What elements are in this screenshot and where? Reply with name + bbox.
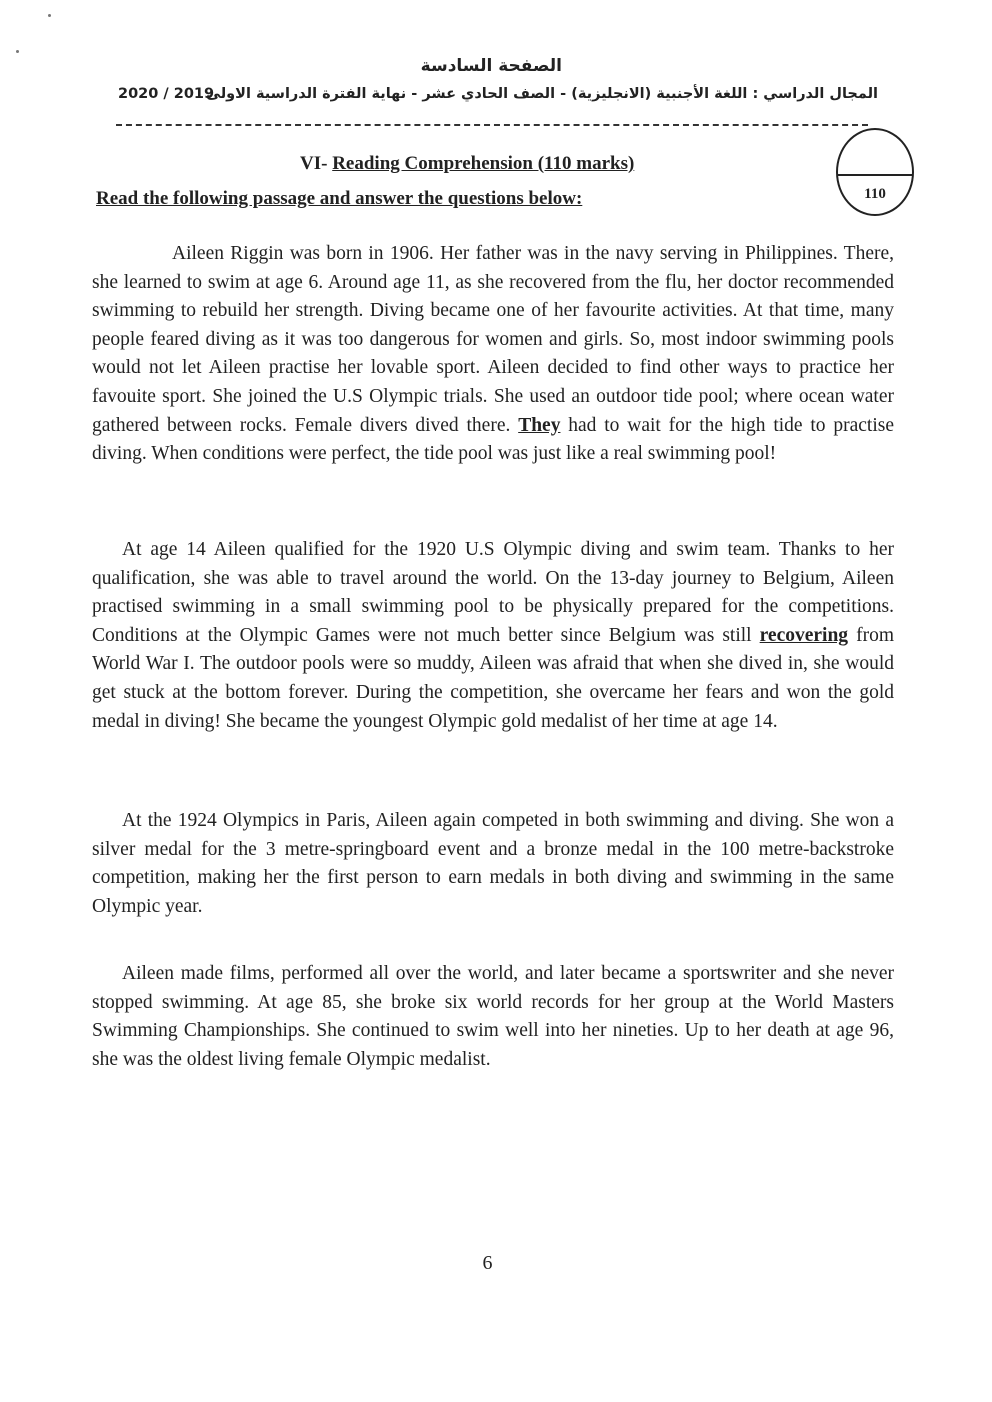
scan-speck	[16, 50, 19, 53]
passage-paragraph-4: Aileen made films, performed all over the world, and later became a sportswriter and she never stopped swimming. At age 85, she broke six world records for her group at the World Masters Swimming Championships. She continued to swim well into her nineties. Up to her death at age 96, she was the oldest living female Olympic medalist.	[92, 963, 894, 1070]
section-instruction: Read the following passage and answer the questions below:	[96, 188, 583, 209]
dashed-divider	[116, 124, 868, 126]
score-box-marks: 110	[864, 186, 886, 202]
p2-text-b: from World War I. The outdoor pools were so muddy, Aileen was afraid that when she dived in, she would get stuck at the bottom forever. During the competition, she overcame her fears and won the gold medal in diving! She became the youngest Olympic gold medalist of her time at age 14.	[92, 624, 894, 732]
section-title-prefix: VI-	[300, 153, 328, 174]
score-box-divider	[838, 174, 912, 176]
section-title-main: Reading Comprehension (110 marks)	[332, 153, 635, 174]
page-number: 6	[482, 1252, 493, 1274]
section-title	[300, 153, 634, 175]
p1-text-a: Aileen Riggin was born in 1906. Her father was in the navy serving in Philippines. There, she learned to swim at age 6. Around age 11, as she recovered from the flu, her doctor recommended swimming to rebuild her strength. Diving became one of her favourite activities. At that time, many people feared diving as it was too dangerous for women and girls. So, most indoor swimming pools would not let Aileen practise her lovable sport. Aileen decided to find other ways to practice her favouite sport. She joined the U.S Olympic trials. She used an outdoor tide pool; where ocean water gathered between rocks. Female divers dived there.	[92, 243, 894, 436]
arabic-subject-line	[118, 86, 878, 110]
arabic-page-title-text: الصفحة السادسة	[420, 56, 562, 76]
p1-highlight-word: They	[518, 414, 561, 436]
passage-paragraph-3: At the 1924 Olympics in Paris, Aileen again competed in both swimming and diving. She won a silver medal for the 3 metre-springboard event and a bronze medal in the 100 metre-backstroke competition, making her the first person to earn medals in both diving and swimming in the same Olympic year.	[92, 810, 894, 917]
score-box	[836, 128, 914, 216]
p1-text-b: had to wait for the high tide to practise diving. When conditions were perfect, the tide pool was just like a real swimming pool!	[92, 414, 895, 465]
passage-paragraph-1	[92, 240, 894, 469]
scan-speck	[48, 14, 51, 17]
academic-year: 2020 / 2019	[118, 86, 215, 102]
p2-text-a: At age 14 Aileen qualified for the 1920 U.S Olympic diving and swim team. Thanks to her qualification, she was able to travel around the world. On the 13-day journey to Belgium, Aileen practised swimming in a small swimming pool to be physically prepared for the competitions. Conditions at the Olympic Games were not much better since Belgium was still	[92, 539, 894, 646]
arabic-subject-text: المجال الدراسي : اللغة الأجنبية (الانجليزية) - الصف الحادي عشر - نهاية الفترة الدراسية الاولى	[206, 86, 878, 102]
p2-highlight-word: recovering	[759, 624, 849, 646]
passage-paragraph-2	[92, 536, 894, 736]
